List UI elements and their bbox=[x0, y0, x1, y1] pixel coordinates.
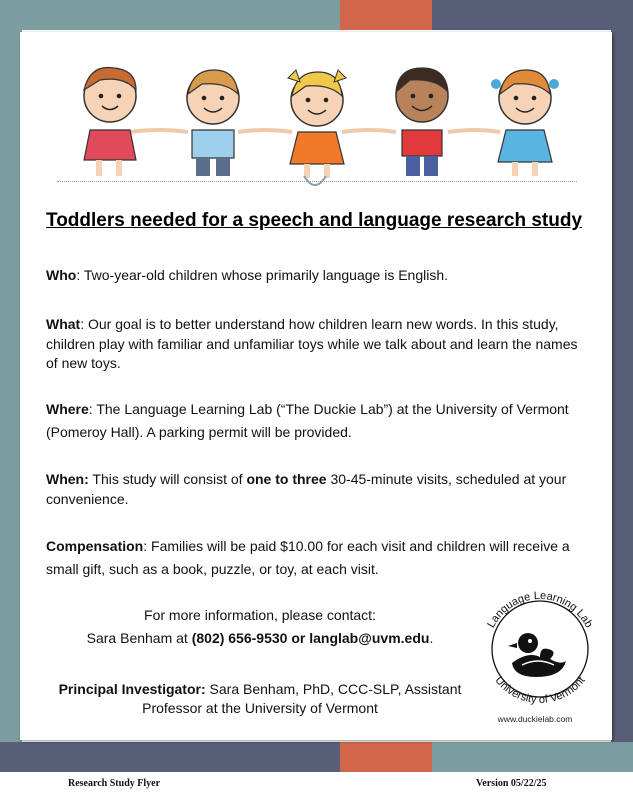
when-text-before: This study will consist of bbox=[88, 471, 247, 487]
bottom-band-slate bbox=[0, 742, 340, 772]
duck-icon bbox=[508, 633, 566, 677]
child-figure bbox=[288, 70, 346, 178]
when-emphasis: one to three bbox=[246, 471, 327, 487]
contact-phone-email: (802) 656-9530 or langlab@uvm.edu bbox=[191, 630, 430, 646]
logo-top-text: Language Learning Lab bbox=[485, 589, 595, 630]
footer-doc-title: Research Study Flyer bbox=[68, 778, 161, 789]
lab-website-url: www.duckielab.com bbox=[497, 714, 573, 724]
logo-bottom-text: University of Vermont bbox=[492, 674, 588, 707]
where-paragraph bbox=[46, 398, 591, 444]
child-figure bbox=[491, 70, 559, 176]
svg-text:Language Learning Lab bbox=[485, 590, 595, 630]
who-text: : Two-year-old children whose primarily language is English. bbox=[76, 267, 449, 283]
what-label: What bbox=[46, 316, 81, 332]
when-text-after: 30-45-minute visits, scheduled at your convenience. bbox=[46, 471, 567, 507]
top-band-slate bbox=[432, 0, 633, 30]
principal-investigator bbox=[40, 680, 480, 718]
footer-version: Version 05/22/25 bbox=[476, 778, 547, 789]
left-band-teal bbox=[0, 30, 22, 746]
child-figure bbox=[396, 68, 448, 176]
language-learning-lab-logo bbox=[470, 585, 610, 710]
what-paragraph bbox=[46, 315, 591, 374]
compensation-label: Compensation bbox=[46, 538, 144, 554]
top-band-teal bbox=[0, 0, 340, 30]
pi-label: Principal Investigator: bbox=[58, 681, 206, 697]
compensation-text: : Families will be paid $10.00 for each visit and children will receive a small gift, such as a book, puzzle, or toy, at each visit. bbox=[46, 538, 570, 577]
who-paragraph bbox=[46, 266, 591, 286]
svg-text:University of Vermont bbox=[493, 674, 588, 706]
what-text: : Our goal is to better understand how children learn new words. In this study, children play with familiar and unfamiliar toys while we talk about and learn the names of new toys. bbox=[46, 316, 578, 371]
page-title: Toddlers needed for a speech and language research study bbox=[46, 210, 583, 231]
child-figure bbox=[84, 67, 136, 176]
bottom-band-teal bbox=[432, 742, 633, 772]
who-label: Who bbox=[46, 267, 77, 283]
compensation-paragraph bbox=[46, 535, 591, 581]
contact-block bbox=[50, 604, 470, 650]
contact-line: For more information, please contact: bbox=[144, 607, 376, 623]
right-band-slate bbox=[611, 30, 633, 746]
where-label: Where bbox=[46, 401, 89, 417]
where-text: : The Language Learning Lab (“The Duckie Lab”) at the University of Vermont (Pomeroy Hall). A parking permit will be provided. bbox=[46, 401, 569, 440]
when-label: When: bbox=[46, 471, 89, 487]
bottom-band-orange bbox=[340, 742, 432, 772]
contact-suffix: . bbox=[429, 630, 434, 646]
top-band-orange bbox=[340, 0, 432, 30]
contact-name: Sara Benham at bbox=[86, 630, 192, 646]
contact-details-line bbox=[50, 627, 470, 650]
divider-ornament-icon bbox=[300, 172, 330, 192]
when-paragraph bbox=[46, 470, 591, 509]
pi-text: Sara Benham, PhD, CCC-SLP, Assistant Professor at the University of Vermont bbox=[142, 681, 462, 716]
child-figure bbox=[187, 70, 239, 176]
children-holding-hands-illustration bbox=[70, 60, 570, 190]
